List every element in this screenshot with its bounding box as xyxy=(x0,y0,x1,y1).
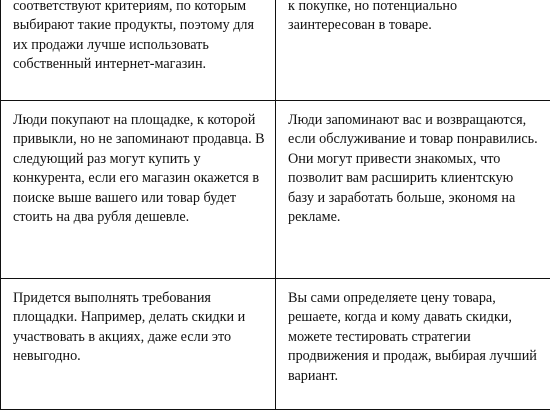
cell-text: Придется выполнять требования площадки. Например, делать скидки и участвовать в акциях, даже если это невыгодно. xyxy=(13,289,265,367)
marketplace-cell xyxy=(1,279,276,410)
cell-text: Люди покупают на площадке, к которой привыкли, но не запоминают продавца. В следующий раз могут купить у конкурента, если его магазин окажется в поиске выше вашего или товар будет стоить на два рубля дешевле. xyxy=(13,111,265,227)
marketplace-cell xyxy=(1,0,276,101)
table-row xyxy=(1,279,550,410)
cell-text: Вы сами определяете цену товара, решаете, когда и кому давать скидки, можете тестировать стратегии продвижения и продаж, выбирая лучший вариант. xyxy=(288,289,542,386)
marketplace-cell xyxy=(1,101,276,279)
own-store-cell xyxy=(276,0,550,101)
table-row xyxy=(1,0,550,101)
cell-text: к покупке, но потенциально заинтересован в товаре. xyxy=(288,0,542,36)
table-row xyxy=(1,101,550,279)
own-store-cell xyxy=(276,279,550,410)
cell-text: соответствуют критериям, по которым выбирают такие продукты, поэтому для их продажи лучше использовать собственный интернет-магазин. xyxy=(13,0,265,75)
own-store-cell xyxy=(276,101,550,279)
cell-text: Люди запоминают вас и возвращаются, если обслуживание и товар понравились. Они могут привести знакомых, что позволит вам расширить клиентскую базу и заработать больше, экономя на рекламе. xyxy=(288,111,542,227)
